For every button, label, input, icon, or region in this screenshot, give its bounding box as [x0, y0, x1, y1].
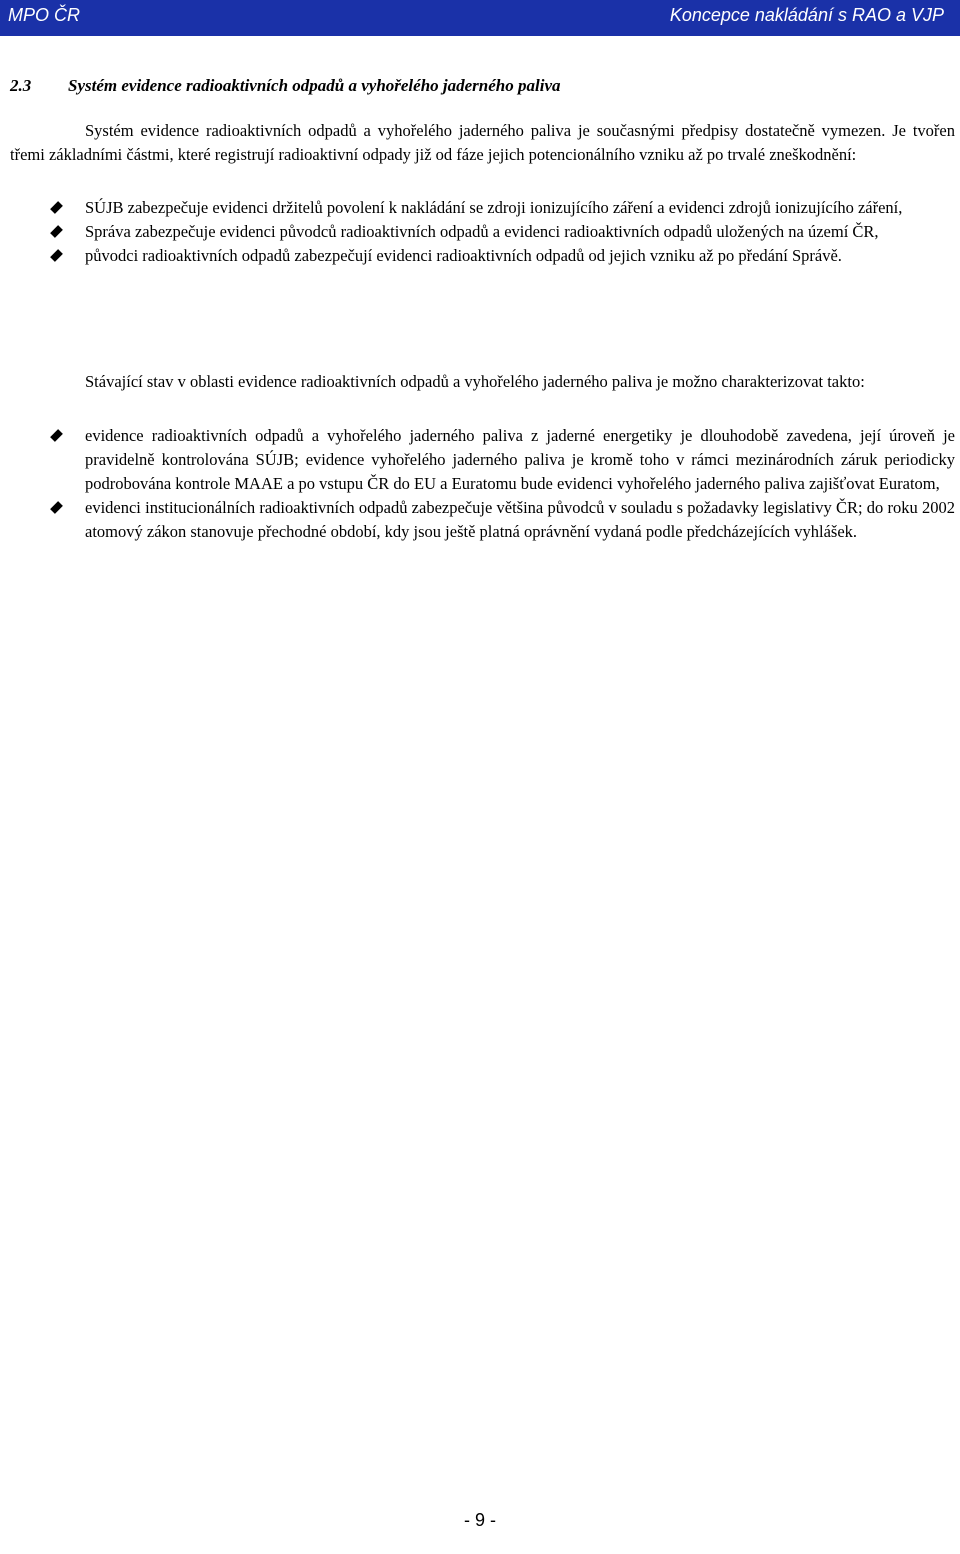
diamond-bullet-icon	[50, 249, 63, 262]
list-item	[10, 196, 955, 220]
list-item	[10, 496, 955, 544]
list-item-text: SÚJB zabezpečuje evidenci držitelů povolení k nakládání se zdroji ionizujícího záření a evidenci zdrojů ionizujícího záření,	[85, 198, 903, 217]
page-header	[0, 0, 960, 36]
header-organization: MPO ČR	[8, 5, 80, 25]
list-item-text: Správa zabezpečuje evidenci původců radioaktivních odpadů a evidenci radioaktivních odpadů uložených na území ČR,	[85, 222, 879, 241]
header-document-title: Koncepce nakládání s RAO a VJP	[669, 5, 944, 25]
page-number: - 9 -	[463, 1510, 496, 1530]
list-item	[10, 244, 955, 268]
list-item-text: evidenci institucionálních radioaktivních odpadů zabezpečuje většina původců v souladu s požadavky legislativy ČR; do roku 2002 atomový zákon stanovuje přechodné období, kdy jsou ještě platná oprávnění vydaná podle předcházejících vyhlášek.	[85, 498, 955, 541]
status-paragraph: Stávající stav v oblasti evidence radioaktivních odpadů a vyhořelého jaderného paliva je možno charakterizovat takto:	[85, 372, 865, 391]
section-heading	[10, 76, 950, 96]
list-item-text: evidence radioaktivních odpadů a vyhořelého jaderného paliva z jaderné energetiky je dlouhodobě zavedena, její úroveň je pravidelně kontrolována SÚJB; evidence vyhořelého jaderného paliva je kromě toho v rámci mezinárodních záruk periodicky podrobována kontrole MAAE a po vstupu ČR do EU a Euratomu bude evidenci vyhořelého jaderného paliva zajišťovat Euratom,	[85, 426, 955, 493]
diamond-bullet-icon	[50, 429, 63, 442]
list-item	[10, 220, 955, 244]
diamond-bullet-icon	[50, 225, 63, 238]
section-number: 2.3	[10, 76, 32, 95]
list-item	[10, 424, 955, 496]
current-status-list	[10, 424, 955, 544]
list-item-text: původci radioaktivních odpadů zabezpečují evidenci radioaktivních odpadů od jejich vzniku až po předání Správě.	[85, 246, 842, 265]
section-title: Systém evidence radioaktivních odpadů a vyhořelého jaderného paliva	[68, 76, 561, 95]
intro-paragraph: Systém evidence radioaktivních odpadů a vyhořelého jaderného paliva je současnými předpisy dostatečně vymezen. Je tvořen třemi základními částmi, které registrují radioaktivní odpady již od fáze jejich potencionálního vzniku až po trvalé zneškodnění:	[10, 121, 955, 164]
diamond-bullet-icon	[50, 501, 63, 514]
diamond-bullet-icon	[50, 201, 63, 214]
evidence-parts-list	[10, 196, 955, 268]
